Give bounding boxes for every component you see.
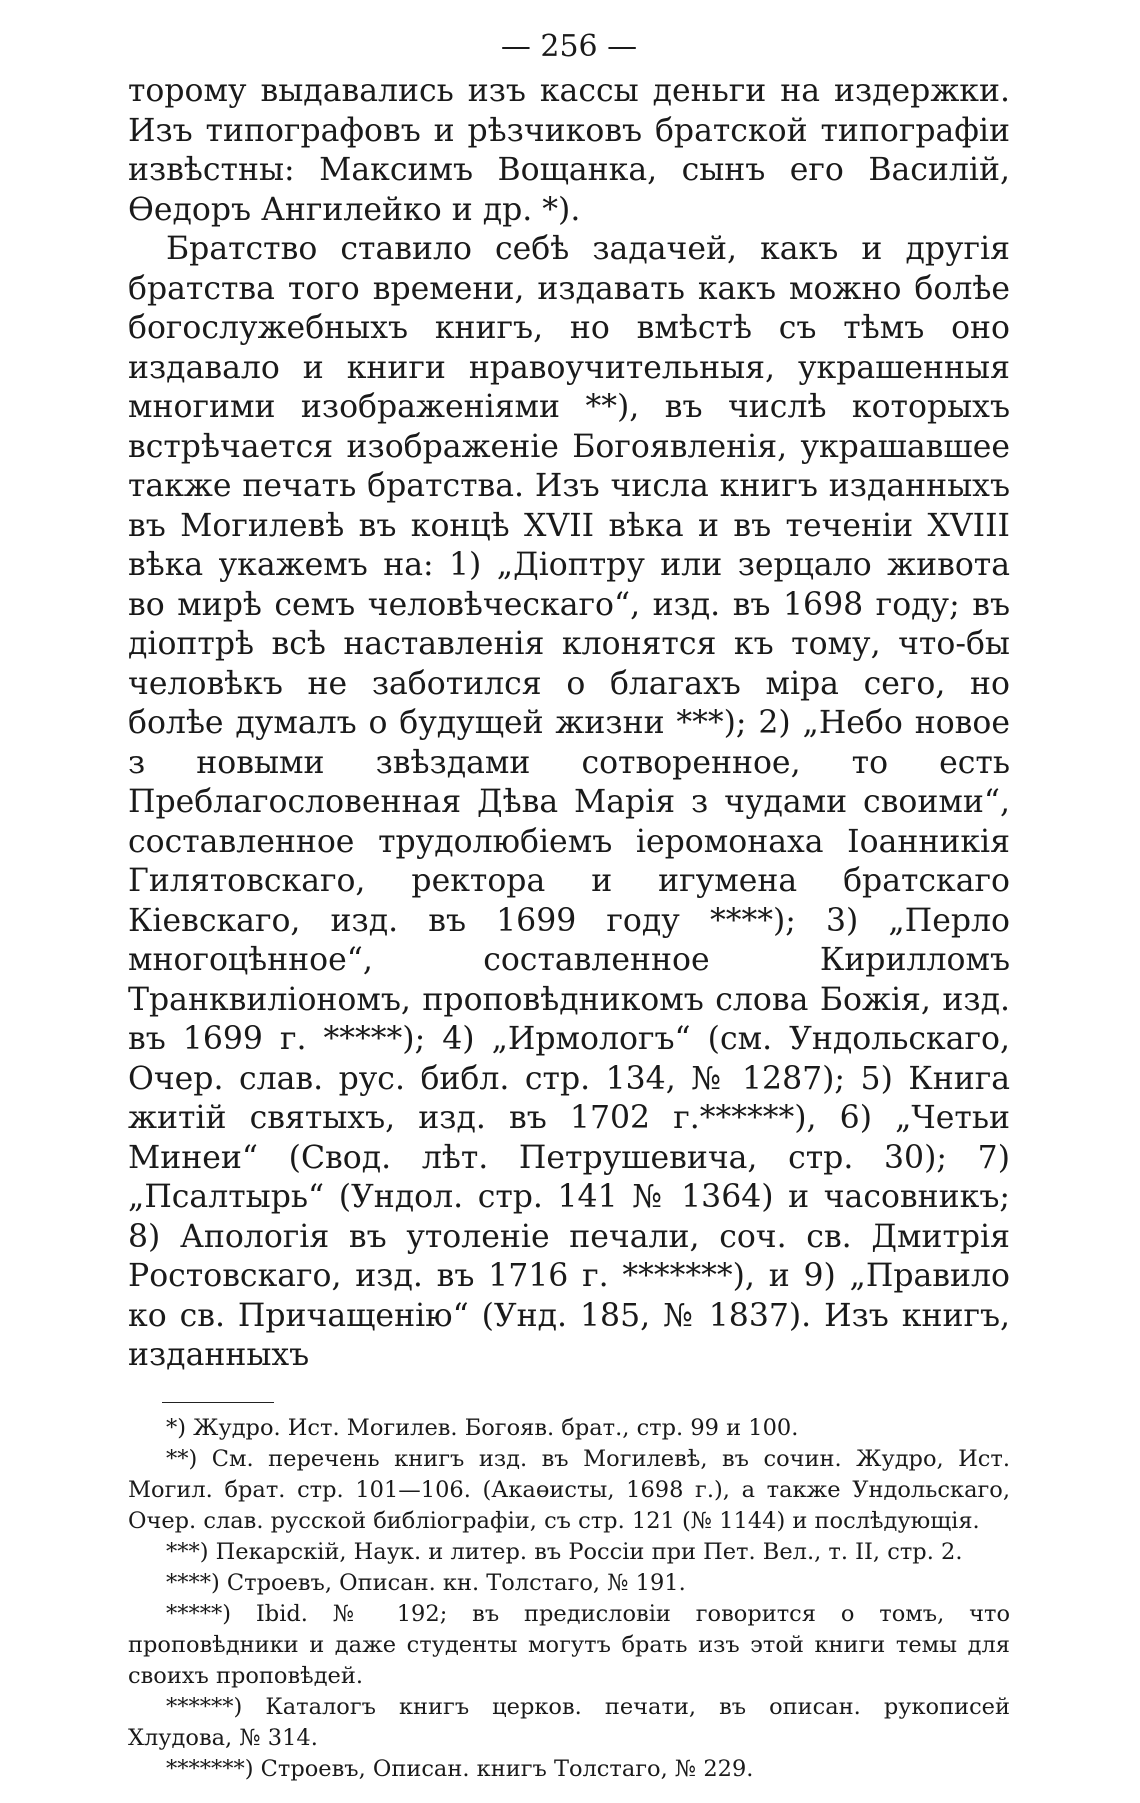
paragraph-2: Братство ставило себѣ задачей, какъ и другія братства того времени, издавать какъ можно болѣе богослужебныхъ книгъ, но вмѣстѣ съ тѣмъ оно издавало и книги нравоучительныя, украшенныя многими изображеніями **), въ числѣ которыхъ встрѣчается изображеніе Богоявленія, украшавшее также печать братства. Изъ числа книгъ изданныхъ въ Могилевѣ въ концѣ XVII вѣка и въ теченіи XVIII вѣка укажемъ на: 1) „Діоптру или зерцало живота во мирѣ семъ человѣческаго“, изд. въ 1698 году; въ діоптрѣ всѣ наставленія клонятся къ тому, что-бы человѣкъ не заботился о благахъ міра сего, но болѣе думалъ о будущей жизни ***); 2) „Небо новое з новыми звѣздами сотворенное, то есть Преблагословенная Дѣва Марія з чудами своими“, составленное трудолюбіемъ іеромонаха Іоанникія Гилятовскаго, ректора и игумена братскаго Кіевскаго, изд. въ 1699 году ****); 3) „Перло многоцѣнное“, составленное Кирилломъ Транквиліономъ, проповѣдникомъ слова Божія, изд. въ 1699 г. *****); 4) „Ирмологъ“ (см. Ундольскаго, Очер. слав. рус. библ. стр. 134, № 1287); 5) Книга житій святыхъ, изд. въ 1702 г.******), 6) „Четьи Минеи“ (Свод. лѣт. Петрушевича, стр. 30); 7) „Псалтырь“ (Ундол. стр. 141 № 1364) и часовникъ; 8) Апологія въ утоленіе печали, соч. св. Дмитрія Ростовскаго, изд. въ 1716 г. *******), и 9) „Правило ко св. Причащенію“ (Унд. 185, № 1837). Изъ книгъ, изданныхъ [128,231,1010,1373]
main-text [128,72,1010,1376]
footnote-7: *******) Строевъ, Описан. книгъ Толстаго, № 229. [166,1755,754,1782]
footnote-6: ******) Каталогъ книгъ церков. печати, въ описан. рукописей Хлудова, № 314. [128,1693,1010,1751]
footnote-2: **) См. перечень книгъ изд. въ Могилевѣ, въ сочин. Жудро, Ист. Могил. брат. стр. 101—106. (Акаөисты, 1698 г.), а также Ундольскаго, Очер. слав. русской библіографіи, съ стр. 121 (№ 1144) и послѣдующія. [128,1445,1010,1534]
footnote-4: ****) Строевъ, Описан. кн. Толстаго, № 191. [166,1569,686,1596]
footnote-divider [162,1402,274,1403]
footnote-1: *) Жудро. Ист. Могилев. Богояв. брат., стр. 99 и 100. [166,1414,799,1441]
footnotes [128,1413,1010,1785]
paragraph-1: торому выдавались изъ кассы деньги на издержки. Изъ типографовъ и рѣзчиковъ братской типографіи извѣстны: Максимъ Вощанка, сынъ его Василій, Ѳедоръ Ангилейко и др. *). [128,73,1010,228]
footnote-5: *****) Ibid. № 192; въ предисловіи говорится о томъ, что проповѣдники и даже студенты могутъ брать изъ этой книги темы для своихъ проповѣдей. [128,1600,1010,1689]
footnote-3: ***) Пекарскій, Наук. и литер. въ Россіи при Пет. Вел., т. II, стр. 2. [166,1538,963,1565]
page-number: — 256 — [500,29,638,64]
